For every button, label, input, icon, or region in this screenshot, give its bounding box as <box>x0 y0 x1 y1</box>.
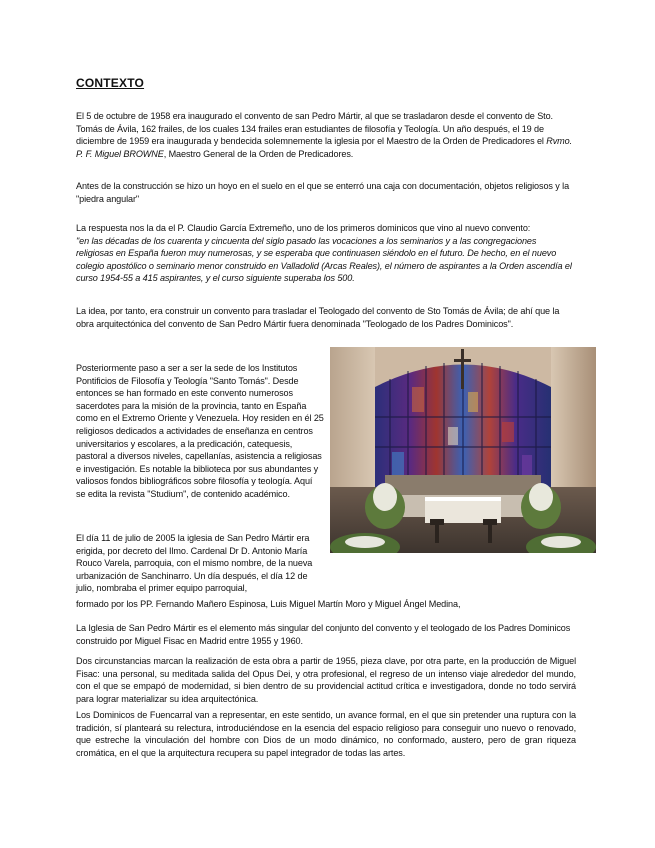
paragraph-church: La Iglesia de San Pedro Mártir es el elemento más singular del conjunto del convento y el teologado de los Padres Dominicos construido por Miguel Fisac en Madrid entre 1955 y 1960. <box>76 623 571 646</box>
paragraph-parish-continuation: formado por los PP. Fernando Mañero Espinosa, Luis Miguel Martín Moro y Miguel Ángel Medina, <box>76 599 461 609</box>
inauguration-text-end: , Maestro General de la Orden de Predicadores. <box>163 148 354 159</box>
paragraph-fuencarral: Los Dominicos de Fuencarral van a representar, en este sentido, un avance formal, en el que sin pretender una ruptura con la tradición, sí planteará su relectura, introduciéndose en la esencia del espacio religioso para conseguir uno nuevo o renovado, que estreche la vinculación del hombre con Dios de un modo dinámico, no conformado, austero, pero de gran riqueza cromática, en el que la arquitectura recupera su papel integrador de todas las artes. <box>76 710 576 758</box>
inauguration-text: El 5 de octubre de 1958 era inaugurado el convento de san Pedro Mártir, al que se trasladaron desde el convento de Sto. Tomás de Ávila, 162 frailes, de los cuales 134 frailes eran estudiantes de filosofía y Teología. Un año después, el 19 de diciembre de 1959 era inaugurada y bendecida solemnemente la iglesia por el Maestro de la Orden de Predicadores el <box>76 111 553 147</box>
answer-intro: La respuesta nos la da el P. Claudio García Extremeño, uno de los primeros dominicos que vino al nuevo convento: <box>76 223 531 233</box>
stained-glass-altar-image <box>330 347 596 553</box>
paragraph-institutes: Posteriormente paso a ser a ser la sede de los Institutos Pontificios de Filosofía y Teología "Santo Tomás". Desde entonces se han formado en este convento numerosos sacerdotes para la misión de la provincia, tanto en España como en el Extremo Oriente y Venezuela. Hoy residen en él 25 religiosos dedicados a actividades de enseñanza en centros universitarios y escolares, a la predicación, catequesis, pastoral a diversos niveles, capellanías, asistencia a religiosas e investigación. Es notable la biblioteca por sus abundantes y valiosos fondos bibliográficos sobre filosofía y teología. Aquí se edita la revista "Studium", de contenido académico. <box>76 363 324 499</box>
church-interior-photo <box>330 347 596 553</box>
paragraph-circumstances: Dos circunstancias marcan la realización de esta obra a partir de 1955, pieza clave, por otra parte, en la producción de Miguel Fisac: una personal, su meditada salida del Opus Dei, y otra profesional, el regreso de un intenso viaje alrededor del mundo, con el que se empapó de modernidad, si bien dentro de su providencial actitud crítica e investigadora, donde no todo servirá para lograr materializar su idea arquitectónica. <box>76 656 576 704</box>
browne-name: Rvmo. P. F. Miguel BROWNE <box>76 136 573 159</box>
section-title: CONTEXTO <box>76 76 145 90</box>
paragraph-inauguration <box>76 110 576 160</box>
paragraph-answer <box>76 222 576 285</box>
paragraph-parish: El día 11 de julio de 2005 la iglesia de San Pedro Mártir era erigida, por decreto del Ilmo. Cardenal Dr D. Antonio María Rouco Varela, parroquia, con el mismo nombre, de la nueva urbanización de Sanchinarro. Un día después, el día 12 de julio, nombraba el primer equipo parroquial, <box>76 533 313 594</box>
paragraph-teologado: La idea, por tanto, era construir un convento para trasladar el Teologado del convento de Sto Tomás de Ávila; de ahí que la obra arquitectónica del convento de San Pedro Mártir fuera denominada "Teologado de los Padres Dominicos". <box>76 306 560 329</box>
paragraph-foundation-stone: Antes de la construcción se hizo un hoyo en el suelo en el que se enterró una caja con documentación, objetos religiosos y la "piedra angular" <box>76 181 570 204</box>
answer-quote: "en las décadas de los cuarenta y cincuenta del siglo pasado las vocaciones a los seminarios y a las congregaciones religiosas en España fueron muy numerosas, y se esperaba que continuasen siéndolo en el futuro. De hecho, en el nuevo colegio apostólico o seminario menor construido en Valladolid (Arcas Reales), el número de aspirantes a la Orden ascendía el curso 1954-55 a 415 aspirantes, y el curso siguiente superaba los 500. <box>76 235 572 284</box>
